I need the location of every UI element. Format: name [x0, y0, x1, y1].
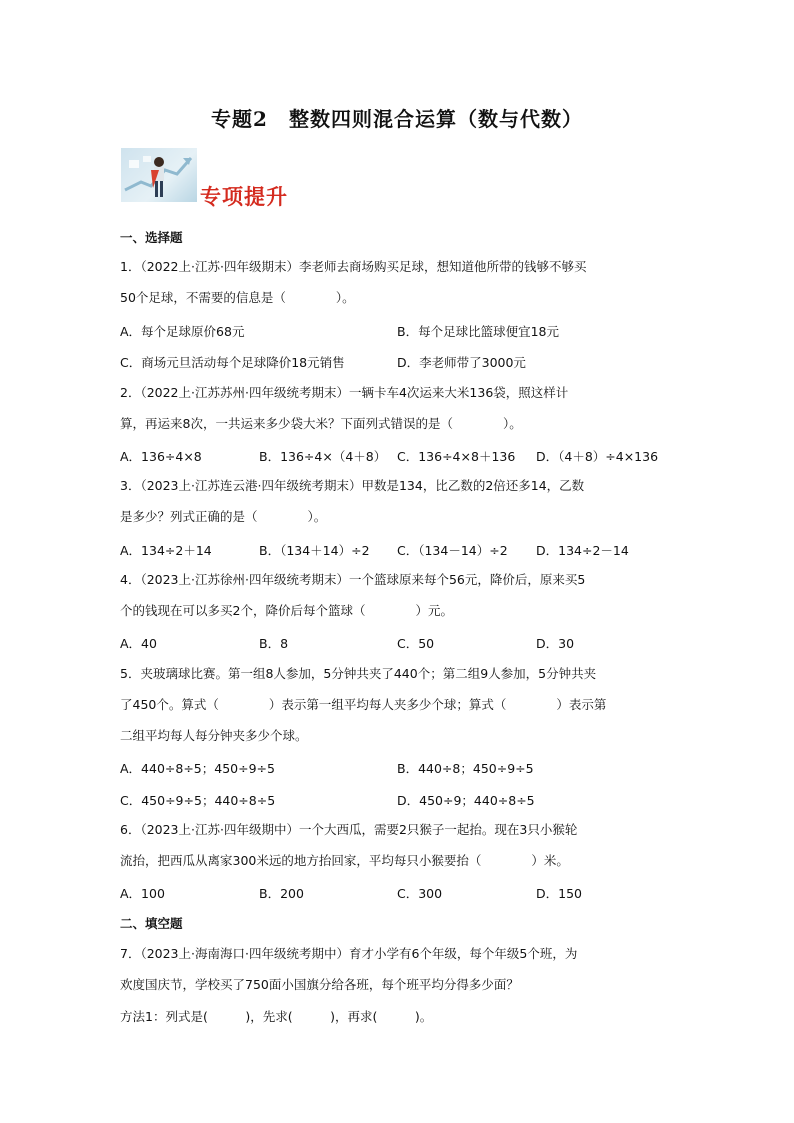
q2-option-a: A．136÷4×8	[120, 449, 202, 464]
q1-option-c: C．商场元旦活动每个足球降价18元销售	[120, 355, 345, 370]
q1-text-line2: 50个足球，不需要的信息是（ ）。	[120, 290, 355, 305]
q5-text-line1: 5．夹玻璃球比赛。第一组8人参加，5分钟共夹了440个；第二组9人参加，5分钟共夹	[120, 666, 597, 681]
q1-option-a: A．每个足球原价68元	[120, 324, 245, 339]
section-heading-fill: 二、填空题	[120, 916, 183, 931]
q5-text-line3: 二组平均每人每分钟夹多少个球。	[120, 728, 308, 743]
q2-text-line1: 2．（2022上·江苏苏州·四年级统考期末）一辆卡车4次运来大米136袋，照这样计	[120, 385, 569, 400]
q4-text-line1: 4．（2023上·江苏徐州·四年级统考期末）一个篮球原来每个56元，降价后，原来买5	[120, 572, 586, 587]
q3-option-b: B．（134＋14）÷2	[259, 543, 370, 558]
q4-text-line2: 个的钱现在可以多买2个，降价后每个篮球（ ）元。	[120, 603, 453, 618]
q7-text-line1: 7．（2023上·海南海口·四年级统考期中）育才小学有6个年级，每个年级5个班，为	[120, 946, 578, 961]
q6-option-c: C．300	[397, 886, 443, 901]
q6-text-line1: 6．（2023上·江苏·四年级期中）一个大西瓜，需要2只猴子一起抬。现在3只小猴轮	[120, 822, 578, 837]
q6-option-b: B．200	[259, 886, 304, 901]
q4-option-a: A．40	[120, 636, 157, 651]
q5-option-a: A．440÷8÷5；450÷9÷5	[120, 761, 275, 776]
banner-illustration	[121, 148, 197, 202]
q4-option-c: C．50	[397, 636, 435, 651]
q4-option-b: B．8	[259, 636, 289, 651]
q5-option-b: B．440÷8；450÷9÷5	[397, 761, 534, 776]
q2-option-b: B．136÷4×（4＋8）	[259, 449, 387, 464]
q1-option-b: B．每个足球比篮球便宜18元	[397, 324, 559, 339]
q3-text-line2: 是多少？列式正确的是（ ）。	[120, 509, 327, 524]
q2-option-d: D．（4＋8）÷4×136	[536, 449, 659, 464]
q4-option-d: D．30	[536, 636, 575, 651]
q6-text-line2: 流抬，把西瓜从离家300米远的地方抬回家，平均每只小猴要抬（ ）米。	[120, 853, 569, 868]
q7-text-line2: 欢度国庆节，学校买了750面小国旗分给各班，每个班平均分得多少面？	[120, 977, 519, 992]
q3-option-a: A．134÷2＋14	[120, 543, 212, 558]
q6-option-d: D．150	[536, 886, 582, 901]
banner-label: 专项提升	[200, 184, 288, 209]
q3-text-line1: 3．（2023上·江苏连云港·四年级统考期末）甲数是134，比乙数的2倍还多14，乙数	[120, 478, 585, 493]
q2-text-line2: 算，再运来8次，一共运来多少袋大米？下面列式错误的是（ ）。	[120, 416, 522, 431]
section-heading-choice: 一、选择题	[120, 230, 183, 245]
q5-option-d: D．450÷9；440÷8÷5	[397, 793, 535, 808]
page-title: 专题2 整数四则混合运算（数与代数）	[211, 107, 583, 131]
teacher-illustration-icon	[121, 148, 197, 202]
q6-option-a: A．100	[120, 886, 165, 901]
q5-option-c: C．450÷9÷5；440÷8÷5	[120, 793, 276, 808]
q3-option-d: D．134÷2－14	[536, 543, 629, 558]
q1-option-d: D．李老师带了3000元	[397, 355, 526, 370]
q1-text-line1: 1．（2022上·江苏·四年级期末）李老师去商场购买足球，想知道他所带的钱够不够买	[120, 259, 587, 274]
q7-text-line3: 方法1：列式是( )，先求( )，再求( )。	[120, 1009, 433, 1024]
q2-option-c: C．136÷4×8＋136	[397, 449, 516, 464]
q3-option-c: C．（134－14）÷2	[397, 543, 508, 558]
q5-text-line2: 了450个。算式（ ）表示第一组平均每人夹多少个球；算式（ ）表示第	[120, 697, 607, 712]
